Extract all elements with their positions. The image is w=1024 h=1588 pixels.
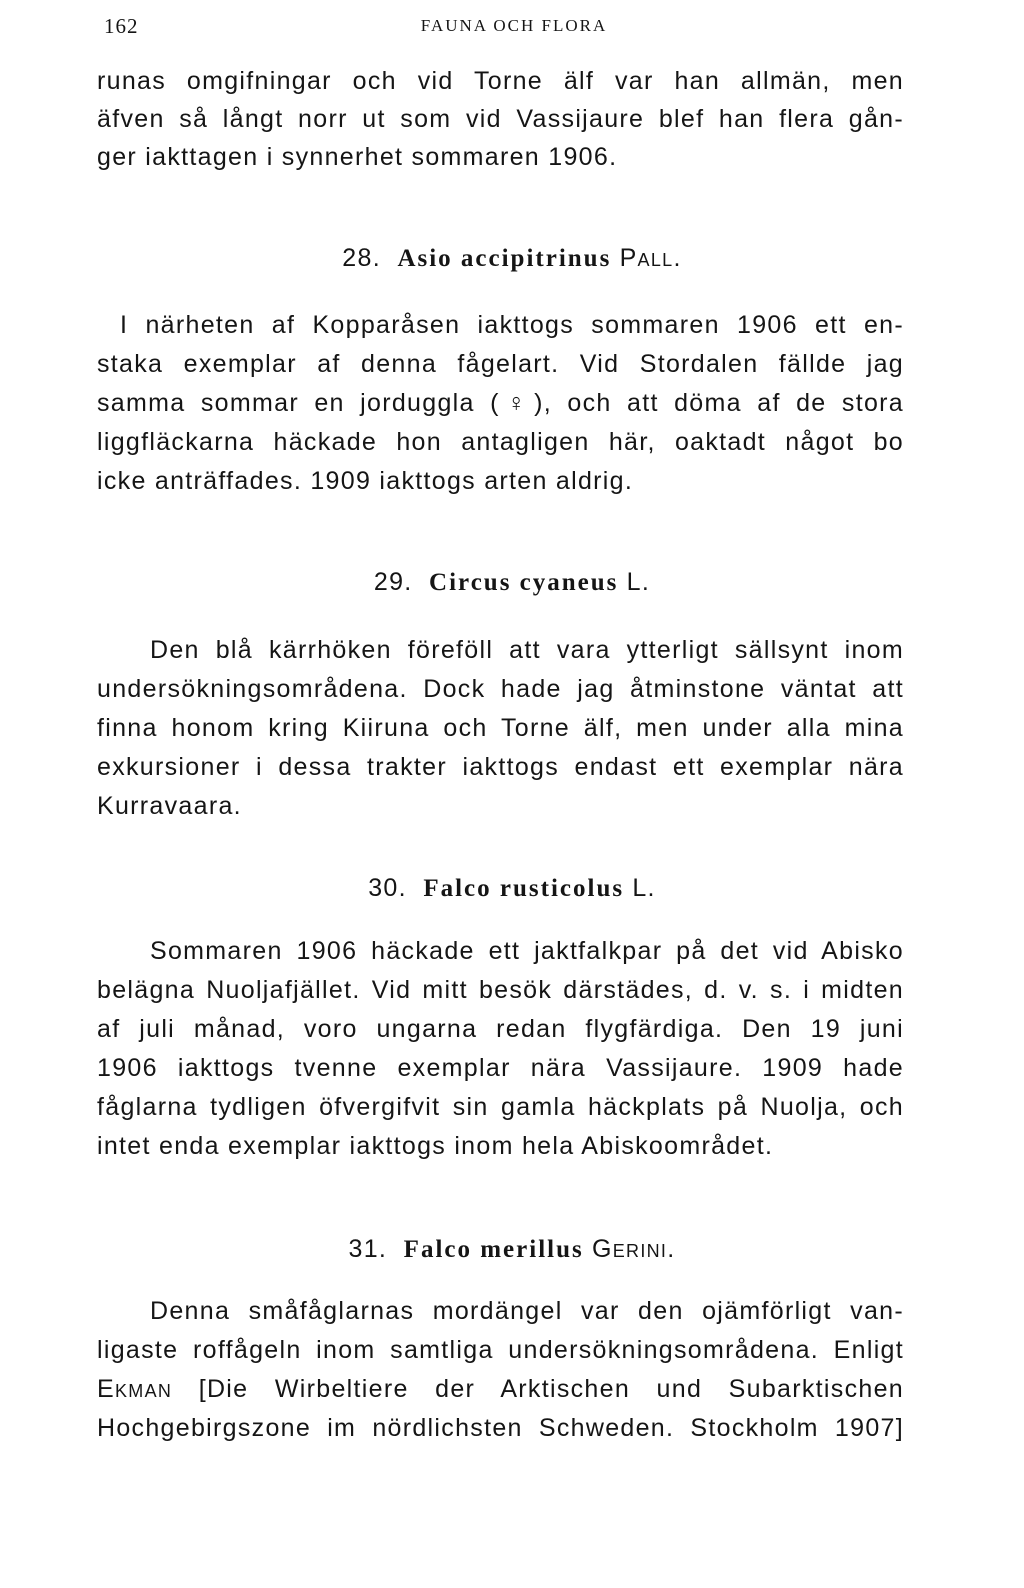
species-author: L. xyxy=(632,874,656,902)
text-line: fåglarna tydligen öfvergifvit sin gamla häckplats på Nuolja, och xyxy=(97,1093,904,1121)
species-number: 31. xyxy=(348,1235,388,1263)
page-header xyxy=(104,14,924,44)
species-number: 30. xyxy=(368,874,407,902)
text-line: 1906 iakttogs tvenne exemplar nära Vassijaure. 1909 hade xyxy=(97,1054,904,1082)
text-line: Denna småfåglarnas mordängel var den ojämförligt van- xyxy=(150,1297,904,1325)
text-line: Kurravaara. xyxy=(97,792,242,820)
text-line: finna honom kring Kiiruna och Torne älf, men under alla mina xyxy=(97,714,904,742)
species-name: Asio accipitrinus xyxy=(397,245,612,272)
species-heading xyxy=(0,567,1024,598)
page-number: 162 xyxy=(104,14,139,38)
species-author: Pall. xyxy=(619,244,682,272)
running-title: FAUNA OCH FLORA xyxy=(420,16,608,35)
text-line: liggfläckarna häckade hon antagligen här, oaktadt något bo xyxy=(97,428,904,456)
text-line: Hochgebirgszone im nördlichsten Schweden. Stockholm 1907] xyxy=(97,1414,904,1442)
text-line: Sommaren 1906 häckade ett jaktfalkpar på det vid Abisko xyxy=(150,937,904,965)
text-line: intet enda exemplar iakttogs inom hela Abiskoområdet. xyxy=(97,1132,774,1160)
species-name: Falco merillus xyxy=(403,1236,584,1263)
text-line: undersökningsområdena. Dock hade jag åtminstone väntat att xyxy=(97,675,904,703)
species-heading xyxy=(0,243,1024,274)
text-line: icke anträffades. 1909 iakttogs arten aldrig. xyxy=(97,467,634,495)
species-author: L. xyxy=(626,568,651,596)
species-heading xyxy=(0,1234,1024,1265)
text-line: exkursioner i dessa trakter iakttogs endast ett exemplar nära xyxy=(97,753,904,781)
text-line: belägna Nuoljafjället. Vid mitt besök därstädes, d. v. s. i midten xyxy=(97,976,904,1004)
species-number: 28. xyxy=(342,244,381,272)
species-name: Falco rusticolus xyxy=(423,875,625,902)
species-author: Gerini. xyxy=(591,1235,676,1263)
species-number: 29. xyxy=(373,568,413,596)
text-line: äfven så långt norr ut som vid Vassijaure blef han flera gån- xyxy=(97,105,904,133)
text-line: runas omgifningar och vid Torne älf var han allmän, men xyxy=(97,67,904,95)
species-heading xyxy=(0,873,1024,904)
citation-text: [Die Wirbeltiere der Arktischen und Subarktischen xyxy=(198,1375,904,1403)
text-line: I närheten af Kopparåsen iakttogs sommaren 1906 ett en- xyxy=(120,311,904,339)
species-name: Circus cyaneus xyxy=(429,569,619,596)
text-line xyxy=(97,1374,904,1404)
text-line: ligaste roffågeln inom samtliga undersökningsområdena. Enligt xyxy=(97,1336,904,1364)
author-name: Ekman xyxy=(97,1375,173,1403)
text-line: staka exemplar af denna fågelart. Vid Stordalen fällde jag xyxy=(97,350,904,378)
text-line: af juli månad, voro ungarna redan flygfärdiga. Den 19 juni xyxy=(97,1015,904,1043)
text-line: samma sommar en jorduggla (♀), och att döma af de stora xyxy=(97,389,904,417)
text-line: ger iakttagen i synnerhet sommaren 1906. xyxy=(97,143,618,171)
text-line: Den blå kärrhöken föreföll att vara ytterligt sällsynt inom xyxy=(150,636,904,664)
